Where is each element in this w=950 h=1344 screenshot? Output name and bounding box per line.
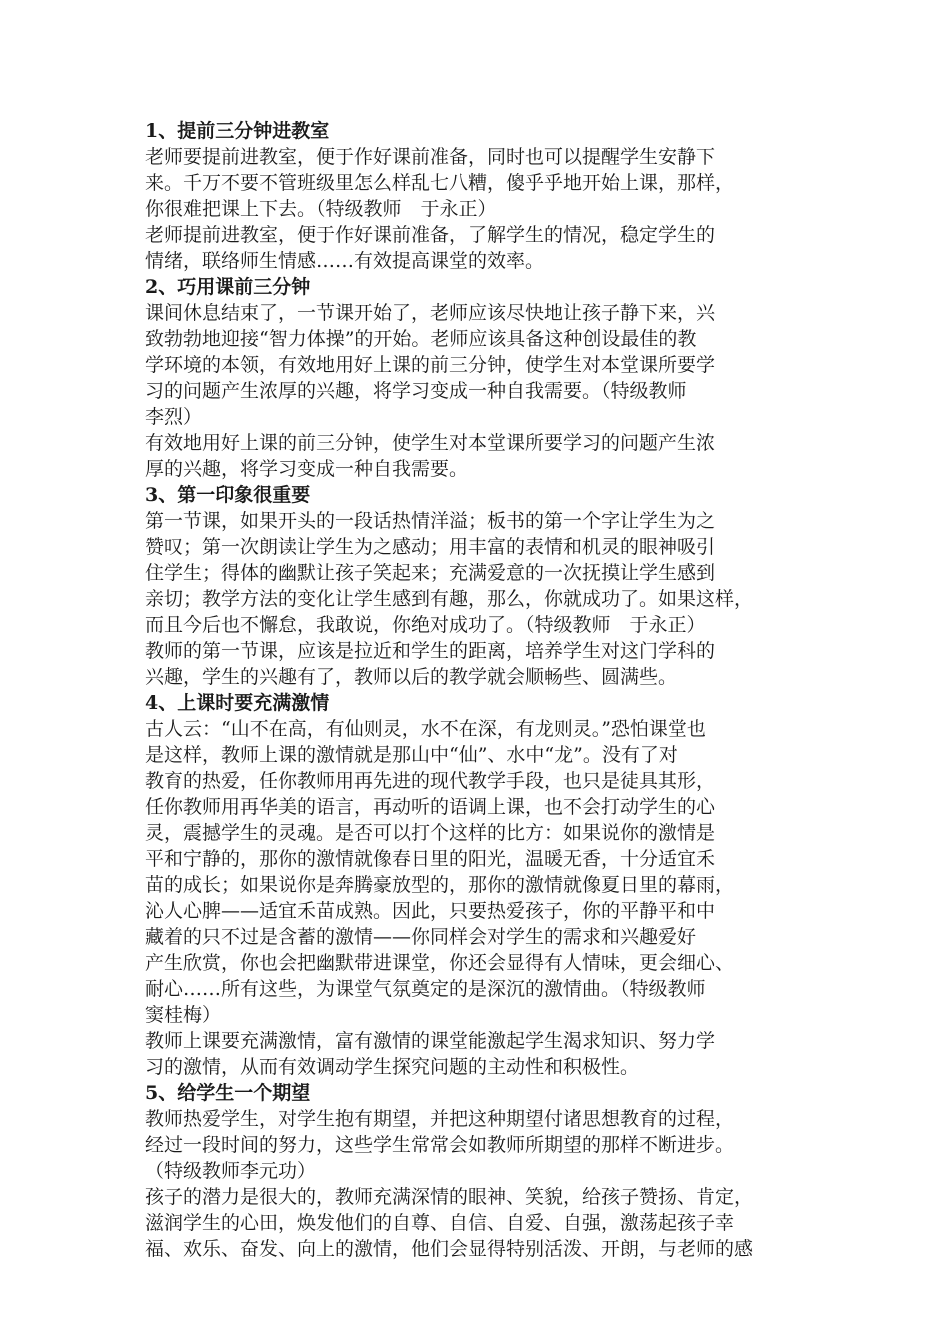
text-line: 老师要提前进教室，便于作好课前准备，同时也可以提醒学生安静下 — [145, 146, 716, 168]
text-line: 情绪，联络师生情感……有效提高课堂的效率。 — [145, 250, 545, 272]
text-line: 沁人心脾——适宜禾苗成熟。因此，只要热爱孩子，你的平静平和中 — [145, 900, 716, 922]
text-line: 是这样，教师上课的激情就是那山中“仙”、水中“龙”。没有了对 — [145, 744, 678, 766]
text-line: （特级教师李元功） — [145, 1160, 317, 1182]
section-heading: 4、上课时要充满激情 — [145, 692, 330, 714]
section-heading: 3、第一印象很重要 — [145, 484, 311, 506]
text-line: 李烈） — [145, 406, 203, 428]
text-line: 致勃勃地迎接“智力体操”的开始。老师应该具备这种创设最佳的教 — [145, 328, 697, 350]
text-line: 任你教师用再华美的语言，再动听的语调上课，也不会打动学生的心 — [145, 796, 716, 818]
text-line: 住学生；得体的幽默让孩子笑起来；充满爱意的一次抚摸让学生感到 — [145, 562, 716, 584]
paragraph — [145, 300, 815, 430]
text-line: 第一节课，如果开头的一段话热情洋溢；板书的第一个字让学生为之 — [145, 510, 716, 532]
section-heading: 5、给学生一个期望 — [145, 1082, 311, 1104]
text-line: 赞叹；第一次朗读让学生为之感动；用丰富的表情和机灵的眼神吸引 — [145, 536, 716, 558]
text-line: 平和宁静的，那你的激情就像春日里的阳光，温暖无香，十分适宜禾 — [145, 848, 716, 870]
text-line: 厚的兴趣，将学习变成一种自我需要。 — [145, 458, 469, 480]
text-line: 灵，震撼学生的灵魂。是否可以打个这样的比方：如果说你的激情是 — [145, 822, 716, 844]
paragraph — [145, 638, 815, 690]
text-line: 古人云：“山不在高，有仙则灵，水不在深，有龙则灵。”恐怕课堂也 — [145, 718, 706, 740]
paragraph — [145, 1184, 815, 1262]
section-heading: 1、提前三分钟进教室 — [145, 120, 330, 142]
text-line: 窦桂梅） — [145, 1004, 222, 1026]
section-heading: 2、巧用课前三分钟 — [145, 276, 311, 298]
text-line: 亲切；教学方法的变化让学生感到有趣，那么，你就成功了。如果这样， — [145, 588, 754, 610]
text-line: 滋润学生的心田，焕发他们的自尊、自信、自爱、自强，激荡起孩子幸 — [145, 1212, 735, 1234]
text-line: 习的问题产生浓厚的兴趣，将学习变成一种自我需要。（特级教师 — [145, 380, 687, 402]
text-line: 有效地用好上课的前三分钟，使学生对本堂课所要学习的问题产生浓 — [145, 432, 716, 454]
paragraph — [145, 430, 815, 482]
text-line: 而且今后也不懈怠，我敢说，你绝对成功了。（特级教师 于永正） — [145, 614, 706, 636]
text-line: 教师上课要充满激情，富有激情的课堂能激起学生渴求知识、努力学 — [145, 1030, 716, 1052]
text-line: 苗的成长；如果说你是奔腾豪放型的，那你的激情就像夏日里的幕雨， — [145, 874, 735, 896]
text-line: 你很难把课上下去。（特级教师 于永正） — [145, 198, 497, 220]
paragraph — [145, 716, 815, 1028]
paragraph — [145, 1028, 815, 1080]
text-line: 课间休息结束了，一节课开始了，老师应该尽快地让孩子静下来，兴 — [145, 302, 716, 324]
text-line: 福、欢乐、奋发、向上的激情，他们会显得特别活泼、开朗，与老师的感 — [145, 1238, 754, 1260]
paragraph — [145, 1106, 815, 1184]
text-line: 学环境的本领，有效地用好上课的前三分钟，使学生对本堂课所要学 — [145, 354, 716, 376]
document-body — [145, 118, 815, 1262]
text-line: 产生欣赏，你也会把幽默带进课堂，你还会显得有人情味，更会细心、 — [145, 952, 735, 974]
text-line: 教师热爱学生，对学生抱有期望，并把这种期望付诸思想教育的过程， — [145, 1108, 735, 1130]
text-line: 教师的第一节课，应该是拉近和学生的距离，培养学生对这门学科的 — [145, 640, 716, 662]
text-line: 经过一段时间的努力，这些学生常常会如教师所期望的那样不断进步。 — [145, 1134, 735, 1156]
text-line: 孩子的潜力是很大的，教师充满深情的眼神、笑貌，给孩子赞扬、肯定， — [145, 1186, 754, 1208]
paragraph — [145, 508, 815, 638]
text-line: 习的激情，从而有效调动学生探究问题的主动性和积极性。 — [145, 1056, 640, 1078]
paragraph — [145, 222, 815, 274]
text-line: 老师提前进教室，便于作好课前准备，了解学生的情况，稳定学生的 — [145, 224, 716, 246]
text-line: 来。千万不要不管班级里怎么样乱七八糟，傻乎乎地开始上课，那样， — [145, 172, 735, 194]
text-line: 耐心……所有这些，为课堂气氛奠定的是深沉的激情曲。（特级教师 — [145, 978, 706, 1000]
text-line: 兴趣，学生的兴趣有了，教师以后的教学就会顺畅些、圆满些。 — [145, 666, 678, 688]
text-line: 教育的热爱，任你教师用再先进的现代教学手段，也只是徒具其形， — [145, 770, 716, 792]
text-line: 藏着的只不过是含蓄的激情——你同样会对学生的需求和兴趣爱好 — [145, 926, 697, 948]
paragraph — [145, 144, 815, 222]
